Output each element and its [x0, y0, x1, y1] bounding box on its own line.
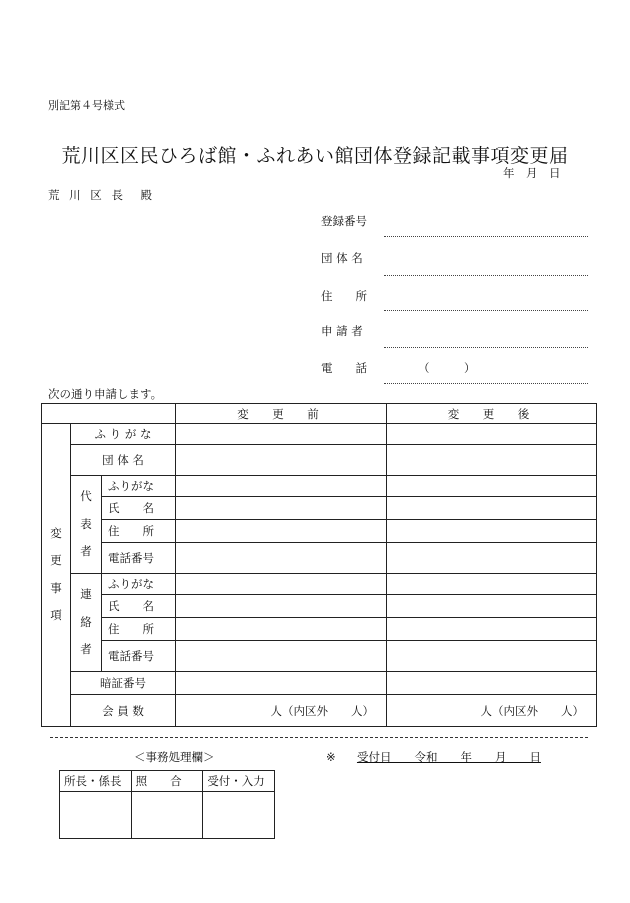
stamp-head-receipt: 受付・入力 — [203, 771, 275, 792]
applicant-field[interactable] — [384, 347, 588, 348]
contact-furigana-before-cell[interactable] — [176, 574, 387, 595]
stamp-check-cell[interactable] — [131, 792, 203, 839]
table-row — [42, 641, 597, 672]
table-row — [42, 672, 597, 695]
table-header-row — [42, 404, 597, 424]
group-name-after-cell[interactable] — [387, 445, 597, 476]
rep-name-before-cell[interactable] — [176, 497, 387, 520]
rep-address-after-cell[interactable] — [387, 520, 597, 543]
header-blank — [42, 404, 176, 424]
col-after-header: 変 更 後 — [387, 404, 597, 424]
table-row — [42, 520, 597, 543]
receipt-date-line — [326, 749, 541, 765]
contact-phone-after-cell[interactable] — [387, 641, 597, 672]
form-number: 別記第４号様式 — [48, 99, 125, 112]
group-name-row-label: 団 体 名 — [71, 445, 176, 476]
pin-label: 暗証番号 — [71, 672, 176, 695]
pin-after-cell[interactable] — [387, 672, 597, 695]
stamp-head-chief: 所長・係長 — [60, 771, 132, 792]
contact-address-after-cell[interactable] — [387, 618, 597, 641]
receipt-date-text: 受付日 令和 年 月 日 — [356, 750, 541, 764]
change-table — [41, 403, 597, 727]
rep-address-before-cell[interactable] — [176, 520, 387, 543]
contact-phone-before-cell[interactable] — [176, 641, 387, 672]
table-row — [42, 424, 597, 445]
phone-field[interactable] — [384, 383, 588, 384]
stamp-chief-cell[interactable] — [60, 792, 132, 839]
contact-address-before-cell[interactable] — [176, 618, 387, 641]
furigana-before-cell[interactable] — [176, 424, 387, 445]
stamp-head-check: 照 合 — [131, 771, 203, 792]
receipt-mark: ※ — [326, 750, 336, 764]
col-before-header: 変 更 前 — [176, 404, 387, 424]
group-name-before-cell[interactable] — [176, 445, 387, 476]
representative-label: 代 表 者 — [71, 476, 102, 574]
table-row — [42, 618, 597, 641]
stamp-body-row — [60, 792, 275, 839]
members-before-cell[interactable]: 人（内区外 人） — [176, 695, 387, 727]
table-row — [42, 445, 597, 476]
rep-phone-before-cell[interactable] — [176, 543, 387, 574]
contact-phone-label: 電話番号 — [102, 641, 176, 672]
phone-label: 電 話 — [321, 361, 367, 375]
members-label: 会 員 数 — [71, 695, 176, 727]
table-row — [42, 497, 597, 520]
rep-name-after-cell[interactable] — [387, 497, 597, 520]
applicant-label: 申 請 者 — [321, 324, 363, 338]
contact-address-label: 住 所 — [102, 618, 176, 641]
address-field[interactable] — [384, 310, 588, 311]
contact-name-label: 氏 名 — [102, 595, 176, 618]
table-row — [42, 595, 597, 618]
stamp-receipt-cell[interactable] — [203, 792, 275, 839]
rep-phone-after-cell[interactable] — [387, 543, 597, 574]
page-title: 荒川区区民ひろば館・ふれあい館団体登録記載事項変更届 — [61, 145, 569, 167]
table-row — [42, 695, 597, 727]
cut-line-divider — [50, 737, 588, 738]
rep-furigana-before-cell[interactable] — [176, 476, 387, 497]
office-stamp-table — [59, 770, 275, 839]
lead-text: 次の通り申請します。 — [48, 387, 163, 401]
rep-furigana-after-cell[interactable] — [387, 476, 597, 497]
furigana-top-label: ふ り が な — [71, 424, 176, 445]
stamp-header-row — [60, 771, 275, 792]
group-name-label: 団 体 名 — [321, 251, 363, 265]
pin-before-cell[interactable] — [176, 672, 387, 695]
rep-name-label: 氏 名 — [102, 497, 176, 520]
contact-furigana-label: ふりがな — [102, 574, 176, 595]
addressee: 荒 川 区 長 殿 — [48, 188, 155, 202]
date-line: 年 月 日 — [503, 166, 561, 180]
phone-parens: （ ） — [418, 361, 476, 375]
registration-number-field[interactable] — [384, 236, 588, 237]
registration-number-label: 登録番号 — [321, 214, 367, 228]
members-after-cell[interactable]: 人（内区外 人） — [387, 695, 597, 727]
rep-address-label: 住 所 — [102, 520, 176, 543]
table-row — [42, 543, 597, 574]
contact-label: 連 絡 者 — [71, 574, 102, 672]
contact-name-after-cell[interactable] — [387, 595, 597, 618]
office-use-heading: ＜事務処理欄＞ — [134, 750, 215, 764]
address-label: 住 所 — [321, 289, 367, 303]
section-label: 変 更 事 項 — [42, 424, 71, 727]
contact-name-before-cell[interactable] — [176, 595, 387, 618]
contact-furigana-after-cell[interactable] — [387, 574, 597, 595]
group-name-field[interactable] — [384, 275, 588, 276]
table-row — [42, 574, 597, 595]
rep-phone-label: 電話番号 — [102, 543, 176, 574]
table-row — [42, 476, 597, 497]
rep-furigana-label: ふりがな — [102, 476, 176, 497]
furigana-after-cell[interactable] — [387, 424, 597, 445]
